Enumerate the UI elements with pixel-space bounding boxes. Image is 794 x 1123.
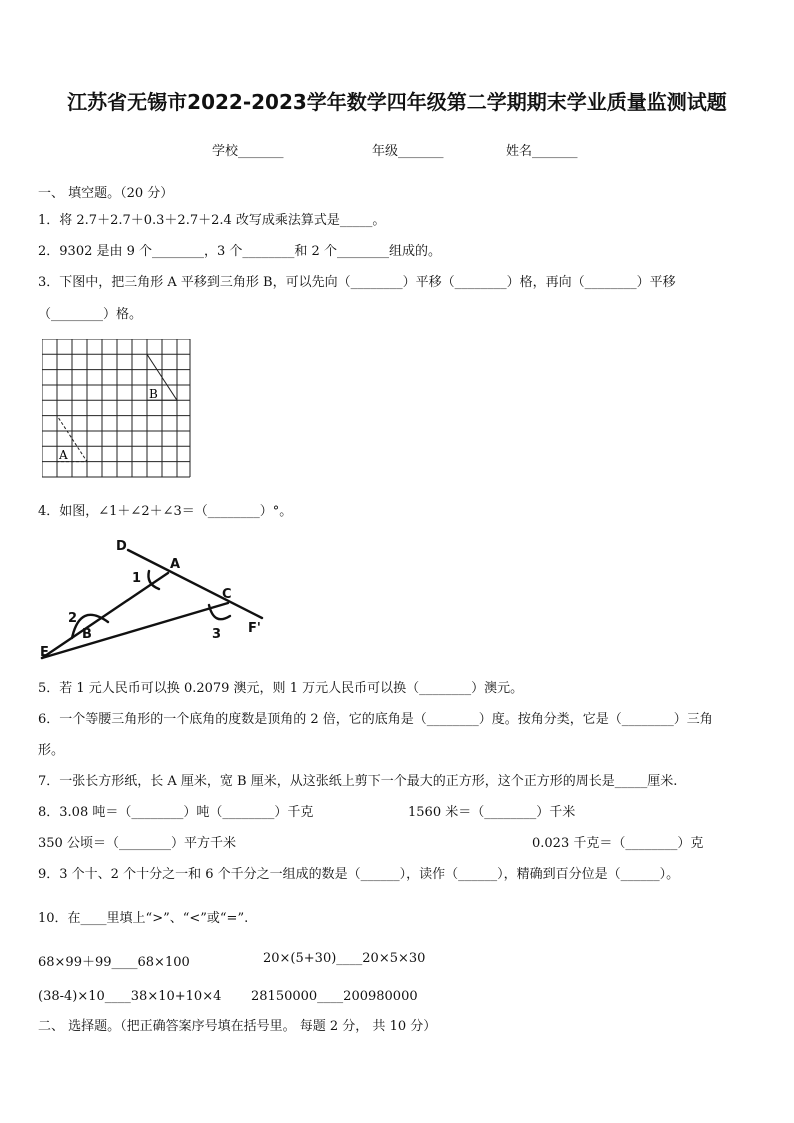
question-10-item-c: (38-4)×10____38×10+10×4 bbox=[38, 989, 222, 1004]
angle-2-label: 2 bbox=[68, 611, 78, 626]
label-b: B bbox=[149, 387, 158, 401]
label-a: A bbox=[170, 557, 181, 572]
label-e: E bbox=[40, 645, 49, 660]
angle-1-label: 1 bbox=[132, 571, 142, 586]
label-b: B bbox=[82, 627, 92, 642]
label-c: C bbox=[222, 587, 232, 602]
label-a: A bbox=[59, 448, 68, 462]
question-10-item-d: 28150000____200980000 bbox=[251, 989, 418, 1004]
label-f: F' bbox=[248, 621, 261, 636]
section-2-heading: 二、 选择题。（把正确答案序号填在括号里。 每题 2 分， 共 10 分） bbox=[38, 1019, 437, 1034]
question-6-line-2: 形。 bbox=[38, 743, 65, 758]
label-d: D bbox=[116, 539, 127, 554]
question-10-item-b: 20×(5+30)____20×5×30 bbox=[263, 951, 426, 966]
question-3-line-1: 3．下图中，把三角形 A 平移到三角形 B，可以先向（________）平移（________）格，再向（________）平移 bbox=[38, 275, 676, 290]
question-8-b: 1560 米＝（________）千米 bbox=[408, 805, 576, 820]
question-5: 5．若 1 元人民币可以换 0.2079 澳元，则 1 万元人民币可以换（________）澳元。 bbox=[38, 681, 524, 696]
line-d-f bbox=[128, 550, 262, 618]
angle-3-label: 3 bbox=[212, 627, 222, 642]
school-field: 学校_______ bbox=[212, 144, 284, 159]
question-4: 4．如图，∠1＋∠2＋∠3＝（________）°。 bbox=[38, 504, 293, 519]
question-7: 7．一张长方形纸，长 A 厘米，宽 B 厘米，从这张纸上剪下一个最大的正方形，这个正方形的周长是_____厘米. bbox=[38, 774, 678, 789]
grade-field: 年级_______ bbox=[372, 144, 444, 159]
line-e-a bbox=[42, 573, 168, 658]
question-10-item-a: 68×99＋99____68×100 bbox=[38, 955, 190, 970]
question-6-line-1: 6．一个等腰三角形的一个底角的度数是顶角的 2 倍，它的底角是（________）度。按角分类，它是（________）三角 bbox=[38, 712, 713, 727]
question-9: 9．3 个十、2 个十分之一和 6 个千分之一组成的数是（______），读作（______），精确到百分位是（______）。 bbox=[38, 867, 680, 882]
question-8-d: 0.023 千克＝（________）克 bbox=[532, 836, 704, 851]
translation-grid-figure bbox=[42, 339, 192, 479]
name-field: 姓名_______ bbox=[506, 144, 578, 159]
angle-figure bbox=[36, 534, 276, 662]
question-2: 2．9302 是由 9 个________，3 个________和 2 个________组成的。 bbox=[38, 244, 441, 259]
question-1: 1．将 2.7＋2.7＋0.3＋2.7＋2.4 改写成乘法算式是_____。 bbox=[38, 213, 386, 228]
question-8-a: 8．3.08 吨＝（________）吨（________）千克 bbox=[38, 805, 314, 820]
question-3-line-2: （________）格。 bbox=[38, 307, 143, 322]
question-10: 10．在____里填上“>”、“<”或“=”. bbox=[38, 911, 249, 926]
section-1-heading: 一、 填空题。（20 分） bbox=[38, 186, 174, 201]
page-title: 江苏省无锡市2022-2023学年数学四年级第二学期期末学业质量监测试题 bbox=[67, 90, 727, 114]
question-8-c: 350 公顷＝（________）平方千米 bbox=[38, 836, 236, 851]
